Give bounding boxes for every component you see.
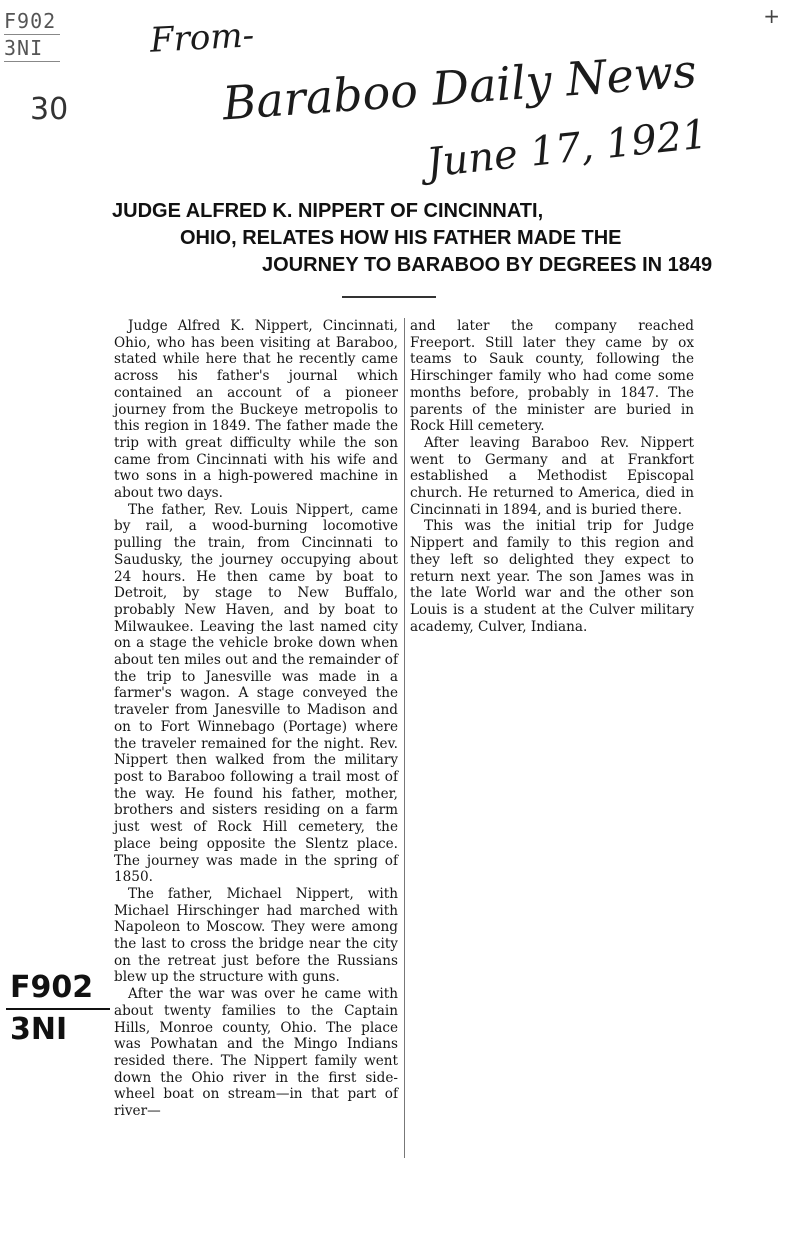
article-column-left	[114, 318, 405, 1158]
headline-line: JOURNEY TO BARABOO BY DEGREES IN 1849	[262, 254, 713, 276]
article-paragraph: After the war was over he came with about twenty families to the Captain Hills, Monroe county, Ohio. The place was Powhatan and the Mingo Indians resided there. The Nippert family went down the Ohio river in the first side-wheel boat on stream—in that part of river—	[114, 986, 398, 1120]
archive-code-line: 3NI	[4, 35, 60, 62]
side-code-line: 3NI	[10, 1012, 68, 1047]
corner-mark: +	[763, 4, 780, 28]
article-column-right	[410, 318, 694, 635]
article-paragraph: and later the company reached Freeport. Still later they came by ox teams to Sauk county, following the Hirschinger family who had come some months before, probably in 1847. The parents of the minister are buried in Rock Hill cemetery.	[410, 318, 694, 435]
article-paragraph: After leaving Baraboo Rev. Nippert went to Germany and at Frankfort established a Methodist Episcopal church. He returned to America, died in Cincinnati in 1894, and is buried there.	[410, 434, 694, 518]
article-paragraph: The father, Rev. Louis Nippert, came by rail, a wood-burning locomotive pulling the train, from Cincinnati to Saudusky, the journey occupying about 24 hours. He then came by boat to Detroit, by stage to New Buffalo, probably New Haven, and by boat to Milwaukee. Leaving the last named city on a stage the vehicle broke down when about ten miles out and the remainder of the trip to Janesville was made in a farmer's wagon. A stage conveyed the traveler from Janesville to Madison and on to Fort Winnebago (Portage) where the traveler remained for the night. Rev. Nippert then walked from the military post to Baraboo following a trail most of the way. He found his father, mother, brothers and sisters residing on a farm just west of Rock Hill cemetery, the place being opposite the Slentz place. The journey was made in the spring of 1850.	[114, 501, 398, 886]
article-paragraph: This was the initial trip for Judge Nippert and family to this region and they left so delighted they expect to return next year. The son James was in the late World war and the other son Louis is a student at the Culver military academy, Culver, Indiana.	[410, 518, 694, 635]
headline-line: JUDGE ALFRED K. NIPPERT OF CINCINNATI,	[112, 200, 544, 222]
article-headline	[112, 198, 713, 279]
handwritten-date: June 17, 1921	[424, 111, 710, 187]
headline-divider	[342, 296, 436, 298]
archive-code-line: F902	[4, 8, 60, 35]
handwritten-from: From-	[149, 15, 256, 61]
archive-code-annotation	[4, 8, 62, 62]
page-number-annotation: 30	[30, 92, 69, 127]
article-paragraph: The father, Michael Nippert, with Michael Hirschinger had marched with Napoleon to Moscow. They were among the last to cross the bridge near the city on the retreat just before the Russians blew up the structure with guns.	[114, 885, 398, 986]
handwritten-newspaper-name: Baraboo Daily News	[220, 43, 699, 131]
headline-line: OHIO, RELATES HOW HIS FATHER MADE THE	[180, 227, 622, 249]
article-paragraph: Judge Alfred K. Nippert, Cincinnati, Ohio, who has been visiting at Baraboo, stated while here that he recently came across his father's journal which contained an account of a pioneer journey from the Buckeye metropolis to this region in 1849. The father made the trip with great difficulty while the son came from Cincinnati with his wife and two sons in a high-powered machine in about two days.	[114, 318, 398, 502]
side-code-annotation	[6, 968, 110, 1050]
side-code-line: F902	[6, 968, 110, 1010]
